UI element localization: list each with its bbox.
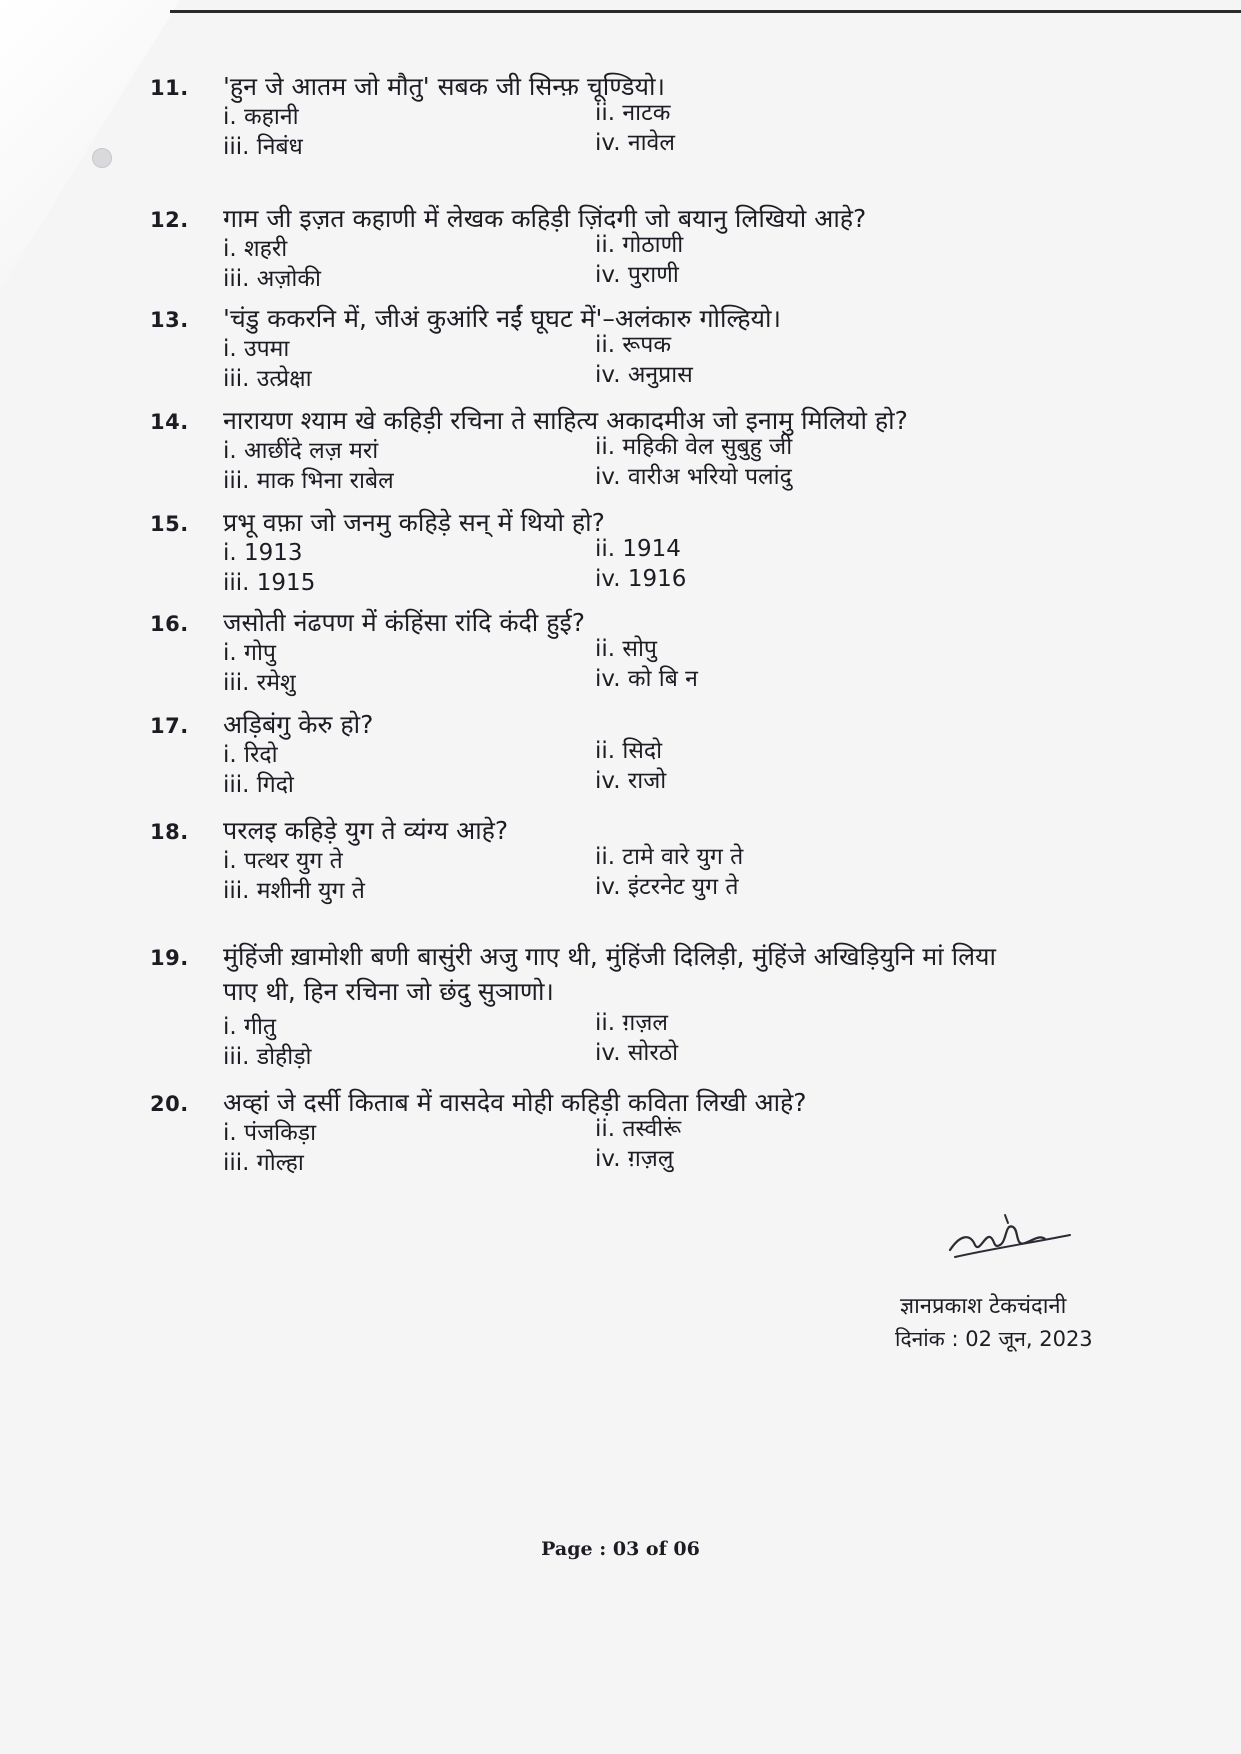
option-1: i. 1913 [223,540,303,566]
option-3: iii. उत्प्रेक्षा [223,366,312,392]
option-1: i. पत्थर युग ते [223,848,343,874]
question-text: गाम जी इज़त कहाणी में लेखक कहिड़ी ज़िंदगी जो बयानु लिखियो आहे? [223,204,867,233]
option-1: i. गीतु [223,1014,277,1040]
question-number: 16. [150,612,189,636]
question-text: प्रभू वफ़ा जो जनमु कहिड़े सन् में थियो हो? [223,508,605,537]
signature-date: दिनांक : 02 जून, 2023 [895,1327,1093,1351]
option-4: iv. सोरठो [595,1040,679,1066]
question-number: 12. [150,208,189,232]
option-1: i. गोपु [223,640,276,666]
option-2: ii. रूपक [595,332,672,358]
question-number: 20. [150,1092,189,1116]
question-text: मुंहिंजी ख़ामोशी बणी बासुंरी अजु गाए थी, मुंहिंजी दिलिड़ी, मुंहिंजे अखिड़ियुनि मां लिया [223,942,997,971]
question-text: अव्हां जे दर्सी किताब में वासदेव मोही कहिड़ी कविता लिखी आहे? [223,1088,807,1117]
page-top-edge [170,10,1241,13]
option-1: i. पंजकिड़ा [223,1120,317,1146]
option-4: iv. पुराणी [595,262,679,288]
question-number: 14. [150,410,189,434]
folded-corner [0,0,180,290]
option-3: iii. डोहीड़ो [223,1044,312,1070]
option-3: iii. रमेशु [223,670,296,696]
option-1: i. आछींदे लज़ मरां [223,438,379,464]
option-2: ii. टामे वारे युग ते [595,844,744,870]
option-2: ii. महिकी वेल सुबुहु जी [595,434,793,460]
punch-hole [92,148,112,168]
option-4: iv. नावेल [595,130,675,156]
option-3: iii. माक भिना राबेल [223,468,394,494]
question-text: अड़िबंगु केरु हो? [223,710,374,739]
question-number: 18. [150,820,189,844]
option-2: ii. नाटक [595,100,671,126]
question-text: 'चंडु ककरनि में, जीअं कुआंरि नईं घूघट में'–अलंकारु गोल्हियो। [223,304,781,333]
option-4: iv. राजो [595,768,667,794]
option-3: iii. मशीनी युग ते [223,878,365,904]
option-1: i. उपमा [223,336,290,362]
option-1: i. रिदो [223,742,278,768]
page-number: Page : 03 of 06 [541,1538,700,1560]
option-1: i. कहानी [223,104,299,130]
question-text-continued: पाए थी, हिन रचिना जो छंदु सुञाणो। [223,977,554,1006]
option-3: iii. गिदो [223,772,294,798]
question-number: 15. [150,512,189,536]
option-3: iii. अज़ोकी [223,266,322,292]
option-4: iv. ग़ज़लु [595,1146,674,1172]
option-2: ii. 1914 [595,536,681,562]
option-4: iv. वारीअ भरियो पलांदु [595,464,792,490]
option-1: i. शहरी [223,236,288,262]
option-4: iv. इंटरनेट युग ते [595,874,739,900]
option-3: iii. गोल्हा [223,1150,304,1176]
question-text: जसोती नंढपण में कंहिंसा रांदि कंदी हुई? [223,608,586,637]
question-text: नारायण श्याम खे कहिड़ी रचिना ते साहित्य अकादमीअ जो इनामु मिलियो हो? [223,406,908,435]
option-4: iv. अनुप्रास [595,362,693,388]
question-number: 17. [150,714,189,738]
option-4: iv. को बि न [595,666,698,692]
option-3: iii. निबंध [223,134,303,160]
option-2: ii. तस्वीरूं [595,1116,682,1142]
option-4: iv. 1916 [595,566,687,592]
option-2: ii. ग़ज़ल [595,1010,669,1036]
option-2: ii. सिदो [595,738,663,764]
question-text: परलइ कहिड़े युग ते व्यंग्य आहे? [223,816,509,845]
signatory-name: ज्ञानप्रकाश टेकचंदानी [900,1294,1067,1319]
option-3: iii. 1915 [223,570,316,596]
question-text: 'हुन जे आतम जो मौतु' सबक जी सिन्फ़ चूण्डियो। [223,72,665,101]
handwritten-signature [945,1205,1075,1265]
question-number: 19. [150,946,189,970]
option-2: ii. गोठाणी [595,232,684,258]
question-number: 11. [150,76,189,100]
option-2: ii. सोपु [595,636,657,662]
question-number: 13. [150,308,189,332]
